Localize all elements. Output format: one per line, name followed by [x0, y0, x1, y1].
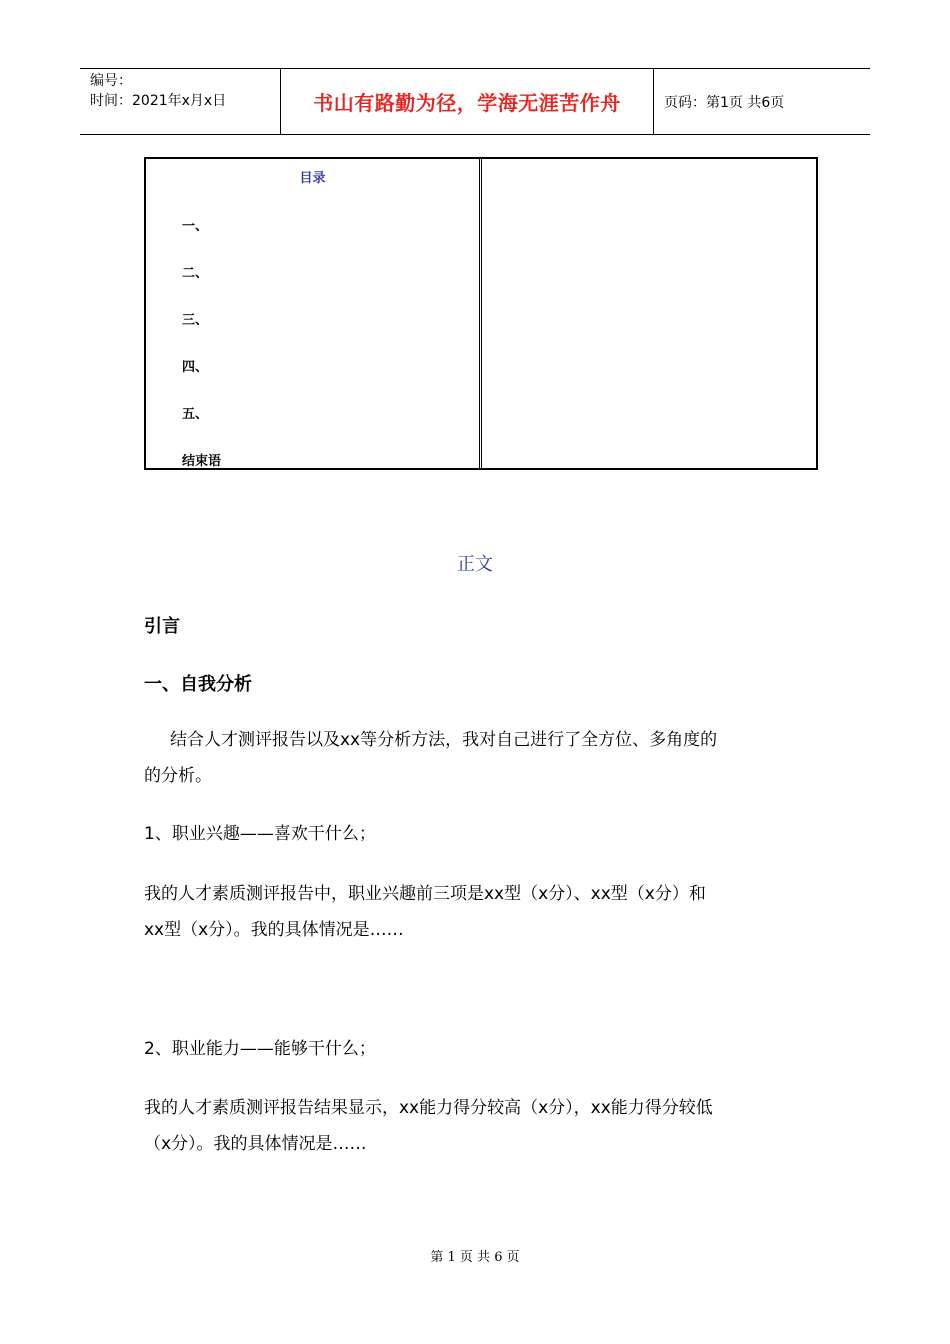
header-meta — [80, 69, 281, 134]
toc-item: 一、 — [182, 219, 209, 234]
header-page-code: 页码：第1页 共6页 — [664, 94, 785, 111]
heading-self-analysis: 一、自我分析 — [144, 674, 252, 695]
toc-title: 目录 — [299, 171, 326, 186]
paragraph-2-line-2: xx型（x分）。我的具体情况是…… — [144, 920, 404, 940]
toc-item: 三、 — [182, 313, 209, 328]
toc-item-conclusion: 结束语 — [182, 454, 222, 469]
toc-item: 四、 — [182, 360, 209, 375]
page-footer: 第 1 页 共 6 页 — [430, 1250, 520, 1265]
toc-right-column — [482, 159, 816, 468]
subheading-interest: 1、职业兴趣——喜欢干什么； — [144, 824, 376, 844]
intro-heading: 引言 — [144, 616, 180, 637]
number-label: 编号： — [90, 73, 132, 89]
time-label: 时间：2021年x月x日 — [90, 93, 227, 109]
toc-item: 五、 — [182, 407, 209, 422]
paragraph-3-line-2: （x分）。我的具体情况是…… — [144, 1134, 367, 1154]
toc-left-column — [146, 159, 482, 468]
subheading-ability: 2、职业能力——能够干什么； — [144, 1039, 376, 1059]
paragraph-3-line-1: 我的人才素质测评报告结果显示，xx能力得分较高（x分），xx能力得分较低 — [144, 1098, 713, 1118]
paragraph-1-line-2: 的分析。 — [144, 766, 212, 786]
paragraph-2-line-1: 我的人才素质测评报告中，职业兴趣前三项是xx型（x分）、xx型（x分）和 — [144, 884, 706, 904]
page-header — [80, 68, 870, 135]
header-motto: 书山有路勤为径，学海无涯苦作舟 — [281, 69, 654, 134]
toc-item: 二、 — [182, 266, 209, 281]
section-title: 正文 — [457, 554, 493, 575]
table-of-contents — [144, 157, 818, 470]
paragraph-1-line-1: 结合人才测评报告以及xx等分析方法，我对自己进行了全方位、多角度的 — [170, 730, 718, 750]
